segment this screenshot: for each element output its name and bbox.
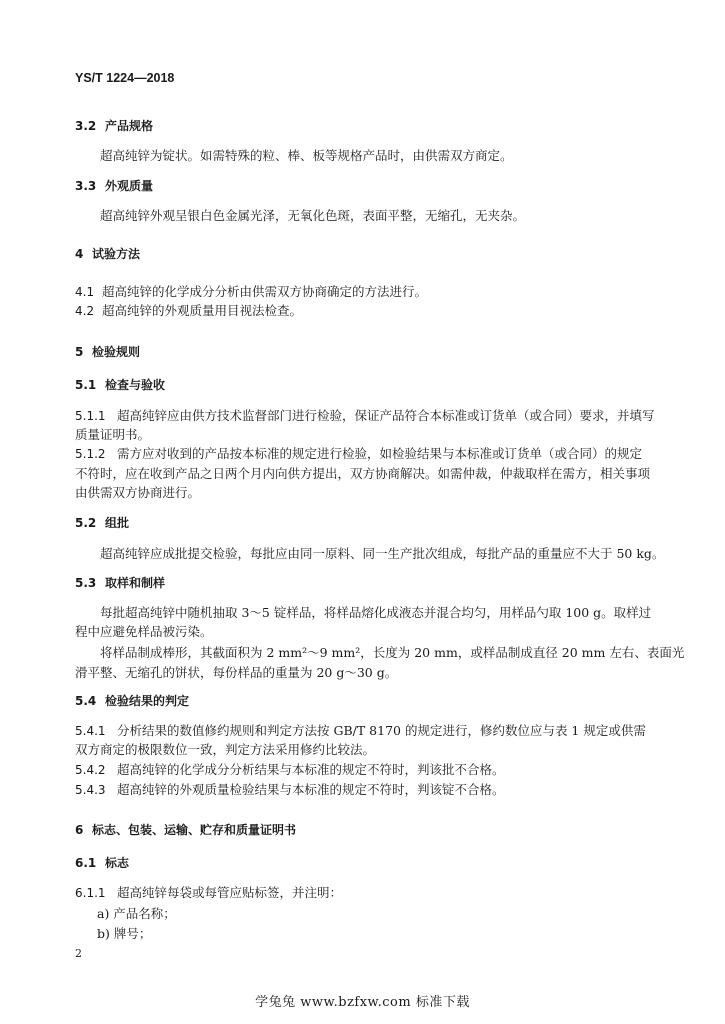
section-number: 3.2 <box>75 119 97 133</box>
clause-5-1-2-line-2: 不符时，应在收到产品之日两个月内向供方提出，双方协商解决。如需仲裁，仲裁取样在需方，相关事项 <box>75 466 651 481</box>
clause-text: 分析结果的数值修约规则和判定方法按 GB/T 8170 的规定进行，修约数位应与表 1 规定或供需 <box>117 723 646 738</box>
clause-4-2 <box>75 303 302 319</box>
clause-5-1-2-line-3: 由供需双方协商进行。 <box>75 485 201 500</box>
section-4-heading <box>75 246 140 262</box>
section-5-1-heading <box>75 377 165 393</box>
clause-text: 超高纯锌应由供方技术监督部门进行检验，保证产品符合本标准或订货单（或合同）要求，并填写 <box>117 408 655 423</box>
clause-text: 超高纯锌每袋或每管应贴标签，并注明： <box>117 885 343 900</box>
clause-number: 5.1.1 <box>75 409 106 423</box>
section-6-1-heading <box>75 855 129 871</box>
section-title: 外观质量 <box>105 179 154 193</box>
clause-text: 超高纯锌的外观质量用目视法检查。 <box>102 303 303 318</box>
clause-text: 需方应对收到的产品按本标准的规定进行检验，如检验结果与本标准或订货单（或合同）的规定 <box>117 446 643 461</box>
clause-5-4-1-line-1 <box>75 723 646 739</box>
list-item-b: b) 牌号； <box>97 926 152 941</box>
footer-watermark: 学兔兔 www.bzfxw.com 标准下载 <box>255 995 470 1010</box>
section-5-4-heading <box>75 693 189 709</box>
section-title: 标志 <box>105 856 130 870</box>
section-title: 检查与验收 <box>105 378 166 392</box>
clause-5-1-1-line-2: 质量证明书。 <box>75 427 151 442</box>
clause-number: 4.1 <box>75 285 95 299</box>
paragraph: 超高纯锌为锭状。如需特殊的粒、棒、板等规格产品时，由供需双方商定。 <box>100 148 513 163</box>
paragraph-2-line-2: 滑平整、无缩孔的饼状，每份样品的重量为 20 g～30 g。 <box>75 665 398 680</box>
section-3-3-heading <box>75 178 153 194</box>
clause-5-4-3 <box>75 782 505 798</box>
section-title: 取样和制样 <box>105 576 166 590</box>
section-number: 5.4 <box>75 694 97 708</box>
section-title: 试验方法 <box>92 247 141 261</box>
clause-number: 5.4.1 <box>75 724 106 738</box>
clause-5-1-2-line-1 <box>75 446 642 462</box>
clause-text: 超高纯锌的化学成分分析由供需双方协商确定的方法进行。 <box>102 284 428 299</box>
paragraph: 超高纯锌应成批提交检验，每批应由同一原料、同一生产批次组成，每批产品的重量应不大于 50 kg。 <box>100 546 665 561</box>
clause-text: 超高纯锌的外观质量检验结果与本标准的规定不符时，判该锭不合格。 <box>117 782 505 797</box>
clause-4-1 <box>75 284 427 300</box>
section-title: 产品规格 <box>105 119 154 133</box>
section-title: 检验规则 <box>92 345 141 359</box>
section-number: 6.1 <box>75 856 97 870</box>
paragraph-1-line-2: 程中应避免样品被污染。 <box>75 624 213 639</box>
page-number: 2 <box>75 947 82 960</box>
paragraph-1-line-1: 每批超高纯锌中随机抽取 3～5 锭样品，将样品熔化成液态并混合均匀，用样品勺取 100 g。取样过 <box>100 605 652 620</box>
clause-number: 5.4.2 <box>75 763 106 777</box>
section-5-3-heading <box>75 575 165 591</box>
clause-number: 6.1.1 <box>75 886 106 900</box>
clause-5-4-1-line-2: 双方商定的极限数位一致，判定方法采用修约比较法。 <box>75 742 376 757</box>
section-title: 组批 <box>105 516 130 530</box>
section-3-2-heading <box>75 118 153 134</box>
section-title: 检验结果的判定 <box>105 694 190 708</box>
clause-5-1-1-line-1 <box>75 408 655 424</box>
clause-5-4-2 <box>75 762 505 778</box>
clause-number: 5.4.3 <box>75 783 106 797</box>
section-6-heading <box>75 822 296 838</box>
section-number: 3.3 <box>75 179 97 193</box>
paragraph: 超高纯锌外观呈银白色金属光泽，无氧化色斑，表面平整，无缩孔，无夹杂。 <box>100 208 526 223</box>
clause-number: 5.1.2 <box>75 447 106 461</box>
section-number: 5.3 <box>75 576 97 590</box>
clause-6-1-1 <box>75 885 342 901</box>
section-5-2-heading <box>75 515 129 531</box>
section-number: 6 <box>75 823 84 837</box>
paragraph-2-line-1: 将样品制成棒形，其截面积为 2 mm²～9 mm²，长度为 20 mm，或样品制成直径 20 mm 左右、表面光 <box>100 645 685 660</box>
section-number: 5.2 <box>75 516 97 530</box>
clause-text: 超高纯锌的化学成分分析结果与本标准的规定不符时，判该批不合格。 <box>117 762 505 777</box>
section-number: 4 <box>75 247 84 261</box>
section-number: 5.1 <box>75 378 97 392</box>
standard-code: YS/T 1224—2018 <box>75 71 175 85</box>
section-title: 标志、包装、运输、贮存和质量证明书 <box>92 823 297 837</box>
section-5-heading <box>75 344 140 360</box>
section-number: 5 <box>75 345 84 359</box>
list-item-a: a) 产品名称； <box>97 906 176 921</box>
clause-number: 4.2 <box>75 304 95 318</box>
